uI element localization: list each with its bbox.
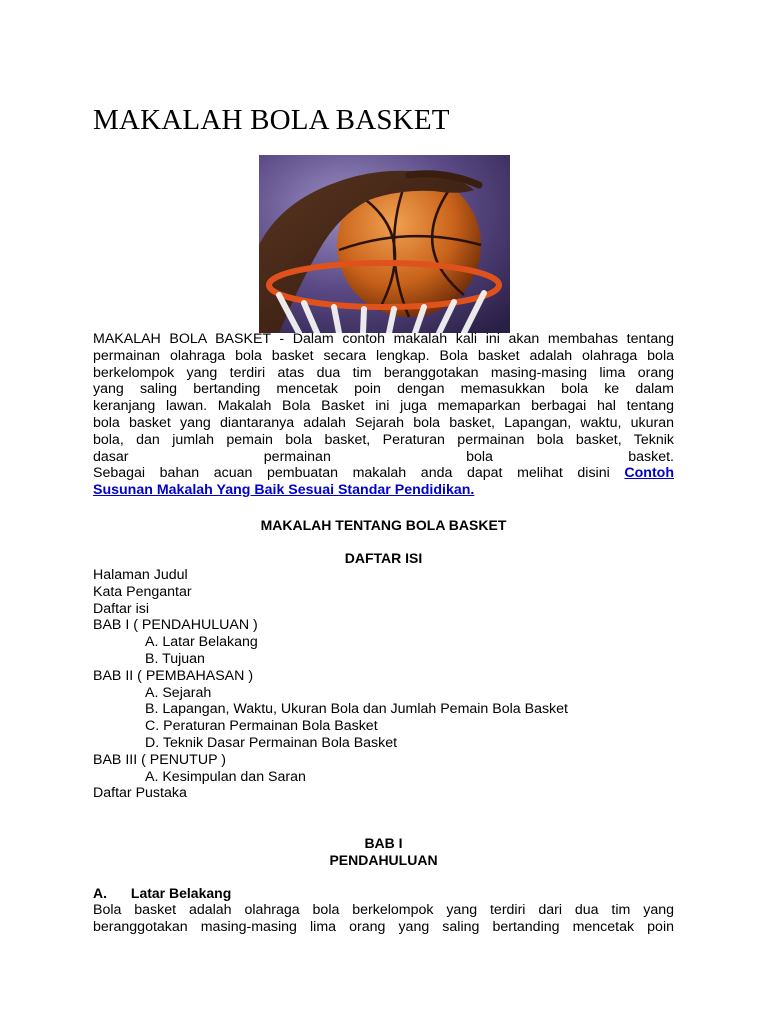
toc-item: Kata Pengantar [93,583,192,600]
toc-item: B. Tujuan [145,650,205,667]
toc-item: B. Lapangan, Waktu, Ukuran Bola dan Jumlah Pemain Bola Basket [145,701,568,718]
toc-item: Halaman Judul [93,567,188,583]
subsection-number: A. [93,885,107,901]
subsection-heading [93,885,231,901]
intro-line: keranjang lawan. Makalah Bola Basket ini juga memaparkan berbagai hal tentang [93,398,674,415]
reference-line [93,465,674,482]
basketball-hero-image [259,155,510,333]
reference-link[interactable]: Contoh [624,465,674,482]
toc-item: A. Sejarah [145,684,212,701]
body-line: beranggotakan masing-masing lima orang yang saling bertanding mencetak poin [93,918,674,935]
toc-item: Daftar isi [93,600,149,617]
toc-item: C. Peraturan Permainan Bola Basket [145,718,378,735]
intro-line: yang saling bertanding mencetak poin dengan memasukkan bola ke dalam [93,381,674,398]
reference-line-2 [93,482,674,499]
toc-title: DAFTAR ISI [344,550,423,566]
reference-link-continued[interactable]: Susunan Makalah Yang Baik Sesuai Standar Pendidikan. [93,482,475,499]
chapter-title: PENDAHULUAN [329,852,438,868]
body-line: Bola basket adalah olahraga bola berkelompok yang terdiri dari dua tim yang [93,902,674,918]
reference-text: Sebagai bahan acuan pembuatan makalah anda dapat melihat disini [93,465,610,482]
subsection-title: Latar Belakang [130,885,232,901]
toc-item: Daftar Pustaka [93,785,187,802]
table-of-contents [93,567,693,802]
intro-line: dasar permainan bola basket. [93,448,674,465]
toc-item: BAB III ( PENUTUP ) [93,751,226,768]
intro-line: berkelompok yang terdiri atas dua tim beranggotakan masing-masing lima orang [93,364,674,381]
toc-item: BAB I ( PENDAHULUAN ) [93,617,258,634]
intro-line: bola, dan jumlah pemain bola basket, Peraturan permainan bola basket, Teknik [93,431,674,448]
intro-line: bola basket yang diantaranya adalah Sejarah bola basket, Lapangan, waktu, ukuran [93,414,674,431]
toc-item: D. Teknik Dasar Permainan Bola Basket [145,734,398,751]
intro-paragraph [93,331,674,499]
basketball-illustration [259,155,510,333]
document-title: MAKALAH BOLA BASKET [93,104,450,136]
intro-line: permainan olahraga bola basket secara lengkap. Bola basket adalah olahraga bola [93,347,674,364]
intro-line: MAKALAH BOLA BASKET - Dalam contoh makalah kali ini akan membahas tentang [93,331,674,347]
toc-item: A. Latar Belakang [145,634,258,651]
toc-item: A. Kesimpulan dan Saran [145,768,306,785]
body-paragraph [93,902,674,936]
section-title: MAKALAH TENTANG BOLA BASKET [260,517,507,533]
toc-item: BAB II ( PEMBAHASAN ) [93,667,254,684]
chapter-label: BAB I [364,835,403,851]
